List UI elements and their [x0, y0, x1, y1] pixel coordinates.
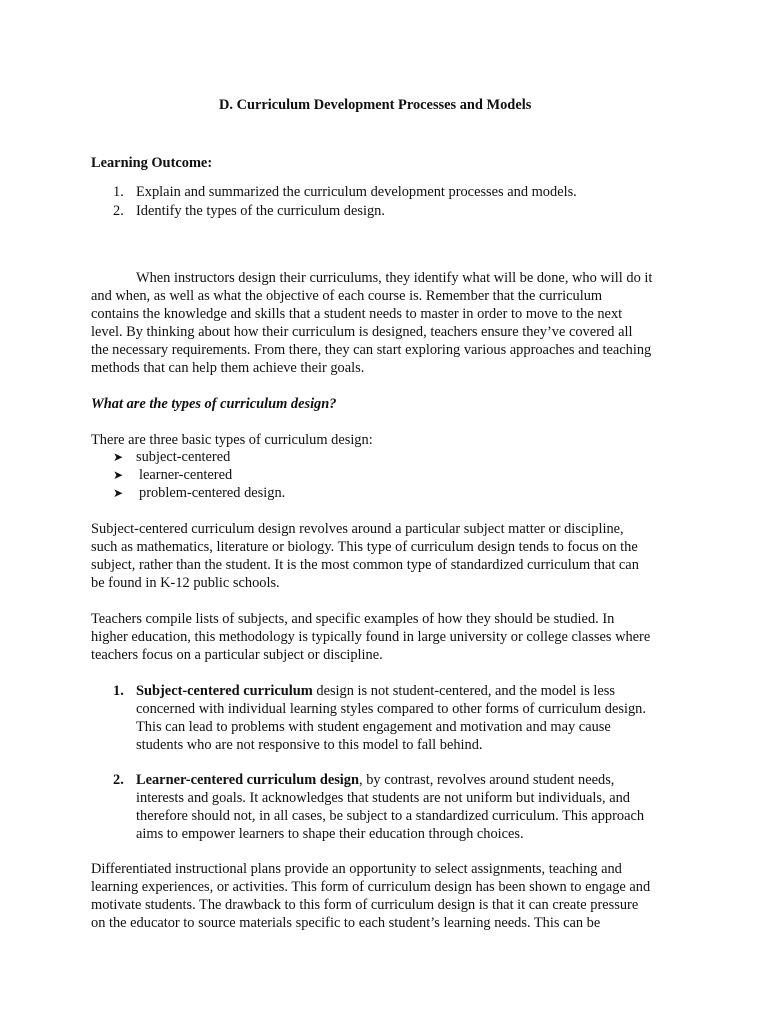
numbered-item-text: , by contrast, revolves around student needs,: [359, 772, 615, 788]
numbered-item-line: therefore should not, in all cases, be subject to a standardized curriculum. This approach: [136, 808, 645, 824]
subject-paragraph-line: Subject-centered curriculum design revolves around a particular subject matter or discipline,: [91, 521, 624, 537]
type-list-item: problem-centered design.: [139, 485, 286, 501]
teachers-paragraph-line: teachers focus on a particular subject or discipline.: [91, 647, 383, 663]
numbered-item-bold-term: Learner-centered curriculum design: [136, 772, 360, 788]
numbered-item-line: interests and goals. It acknowledges that students are not uniform but individuals, and: [136, 790, 630, 806]
page-title: D. Curriculum Development Processes and Models: [219, 97, 532, 113]
outcome-text: Explain and summarized the curriculum development processes and models.: [136, 184, 577, 200]
intro-paragraph-line: When instructors design their curriculums, they identify what will be done, who will do it: [136, 270, 653, 286]
intro-paragraph-line: and when, as well as what the objective of each course is. Remember that the curriculum: [91, 288, 603, 304]
differentiated-paragraph-line: on the educator to source materials specific to each student’s learning needs. This can be: [91, 915, 601, 931]
subject-paragraph-line: such as mathematics, literature or biology. This type of curriculum design tends to focus on the: [91, 539, 638, 555]
outcome-number: 1.: [113, 184, 124, 200]
numbered-item-text: design is not student-centered, and the model is less: [312, 683, 615, 699]
intro-paragraph-line: contains the knowledge and skills that a student needs to master in order to move to the next: [91, 306, 623, 322]
arrowhead-bullet-icon: ➤: [113, 468, 124, 482]
section-question-heading: What are the types of curriculum design?: [91, 396, 337, 412]
outcome-number: 2.: [113, 203, 124, 219]
numbered-item-number: 1.: [113, 683, 124, 699]
types-intro: There are three basic types of curriculum design:: [91, 432, 373, 448]
arrowhead-bullet-icon: ➤: [113, 486, 124, 500]
teachers-paragraph-line: Teachers compile lists of subjects, and specific examples of how they should be studied. In: [91, 611, 615, 627]
numbered-item-number: 2.: [113, 772, 124, 788]
numbered-item-line: aims to empower learners to shape their education through choices.: [136, 826, 524, 842]
differentiated-paragraph-line: Differentiated instructional plans provide an opportunity to select assignments, teaching and: [91, 861, 622, 877]
type-list-item: learner-centered: [139, 467, 233, 483]
intro-paragraph-line: the necessary requirements. From there, they can start exploring various approaches and teaching: [91, 342, 652, 358]
learning-outcome-heading: Learning Outcome:: [91, 155, 213, 171]
numbered-item-line: students who are not responsive to this model to fall behind.: [136, 737, 483, 753]
numbered-item-line: concerned with individual learning styles compared to other forms of curriculum design.: [136, 701, 646, 717]
type-list-item: subject-centered: [136, 449, 231, 465]
subject-paragraph-line: be found in K-12 public schools.: [91, 575, 280, 591]
numbered-item-line: This can lead to problems with student engagement and motivation and may cause: [136, 719, 611, 735]
intro-paragraph-line: level. By thinking about how their curriculum is designed, teachers ensure they’ve covered all: [91, 324, 633, 340]
numbered-item-first-line: [136, 771, 614, 789]
arrowhead-bullet-icon: ➤: [113, 450, 124, 464]
intro-paragraph-line: methods that can help them achieve their goals.: [91, 360, 365, 376]
differentiated-paragraph-line: motivate students. The drawback to this form of curriculum design is that it can create pressure: [91, 897, 639, 913]
numbered-item-first-line: [136, 682, 615, 700]
numbered-item-bold-term: Subject-centered curriculum: [136, 683, 313, 699]
outcome-text: Identify the types of the curriculum design.: [136, 203, 385, 219]
teachers-paragraph-line: higher education, this methodology is typically found in large university or college classes where: [91, 629, 651, 645]
subject-paragraph-line: subject, rather than the student. It is the most common type of standardized curriculum that can: [91, 557, 639, 573]
differentiated-paragraph-line: learning experiences, or activities. This form of curriculum design has been shown to engage and: [91, 879, 651, 895]
